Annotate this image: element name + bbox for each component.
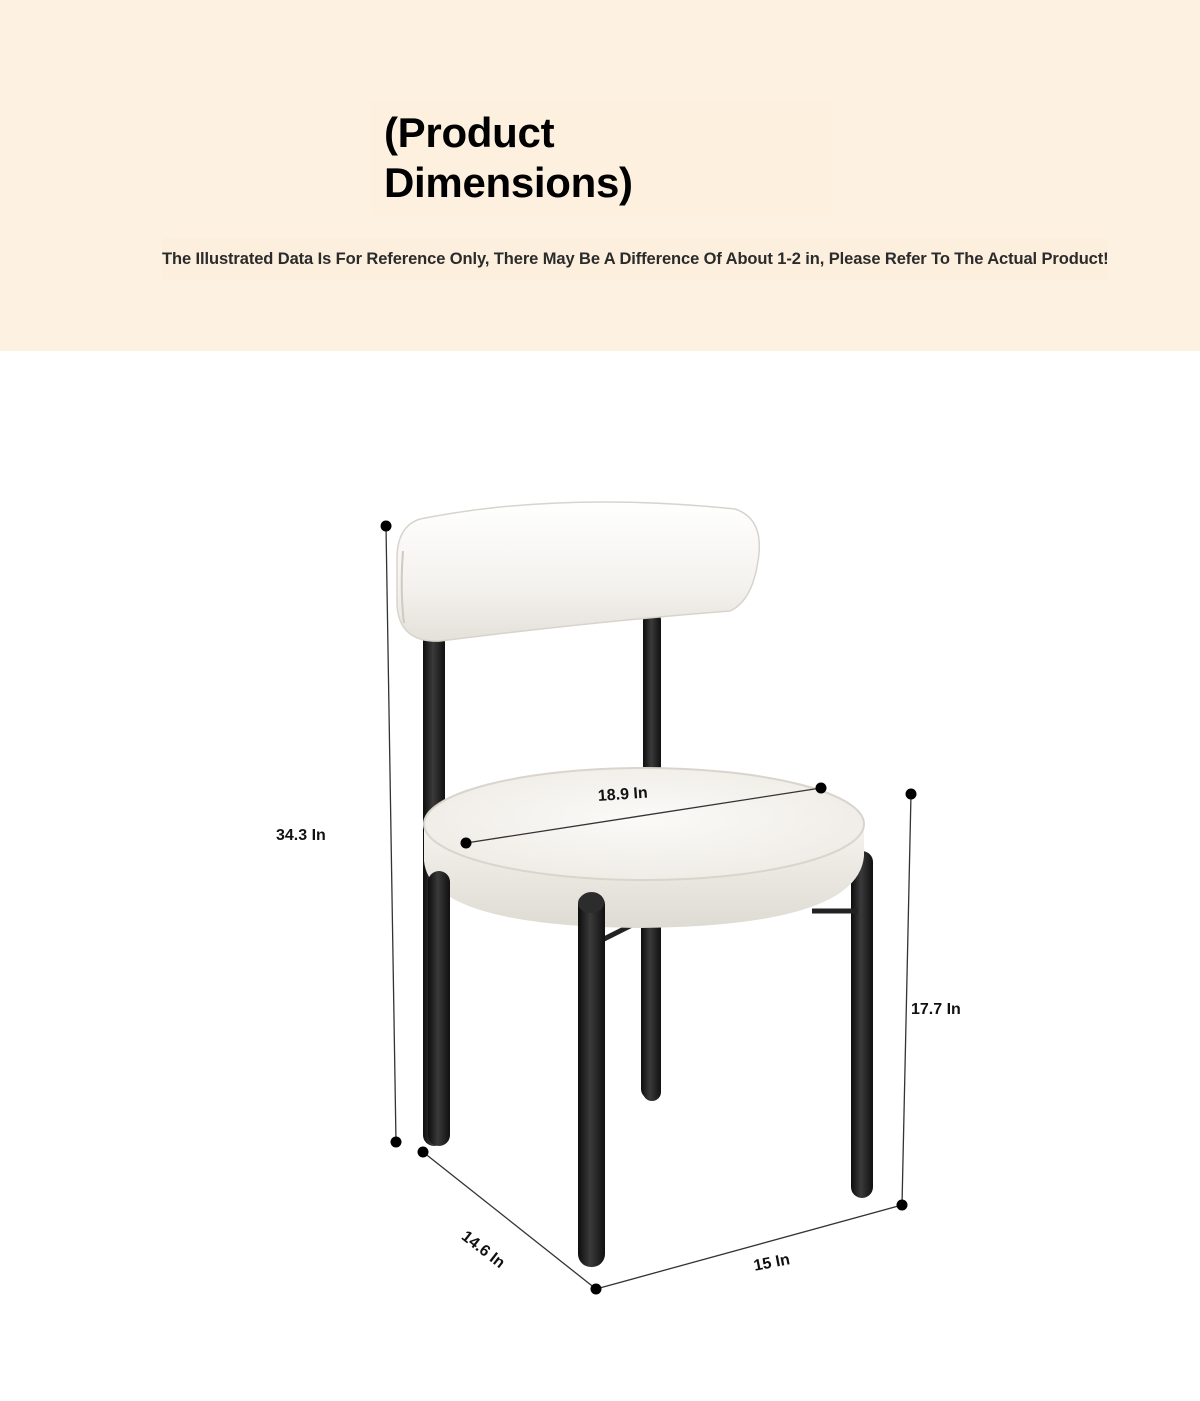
disclaimer-text: The Illustrated Data Is For Reference Only, There May Be A Difference Of About 1-2 in, Please Refer To The Actual Product! xyxy=(162,250,1109,268)
product-area xyxy=(0,351,1200,1401)
header-band xyxy=(0,0,1200,351)
depth-label: 14.6 In xyxy=(458,1227,508,1272)
chair-illustration xyxy=(0,351,1200,1401)
width-label: 15 In xyxy=(752,1251,792,1275)
seat-height-label: 17.7 In xyxy=(911,1001,961,1018)
page-title: (Product Dimensions) xyxy=(384,109,633,206)
overall-height-label: 34.3 In xyxy=(276,827,326,844)
seat-diameter-label: 18.9 In xyxy=(597,784,649,805)
chair-backrest xyxy=(397,502,759,641)
chair-front-legs xyxy=(428,871,605,1267)
